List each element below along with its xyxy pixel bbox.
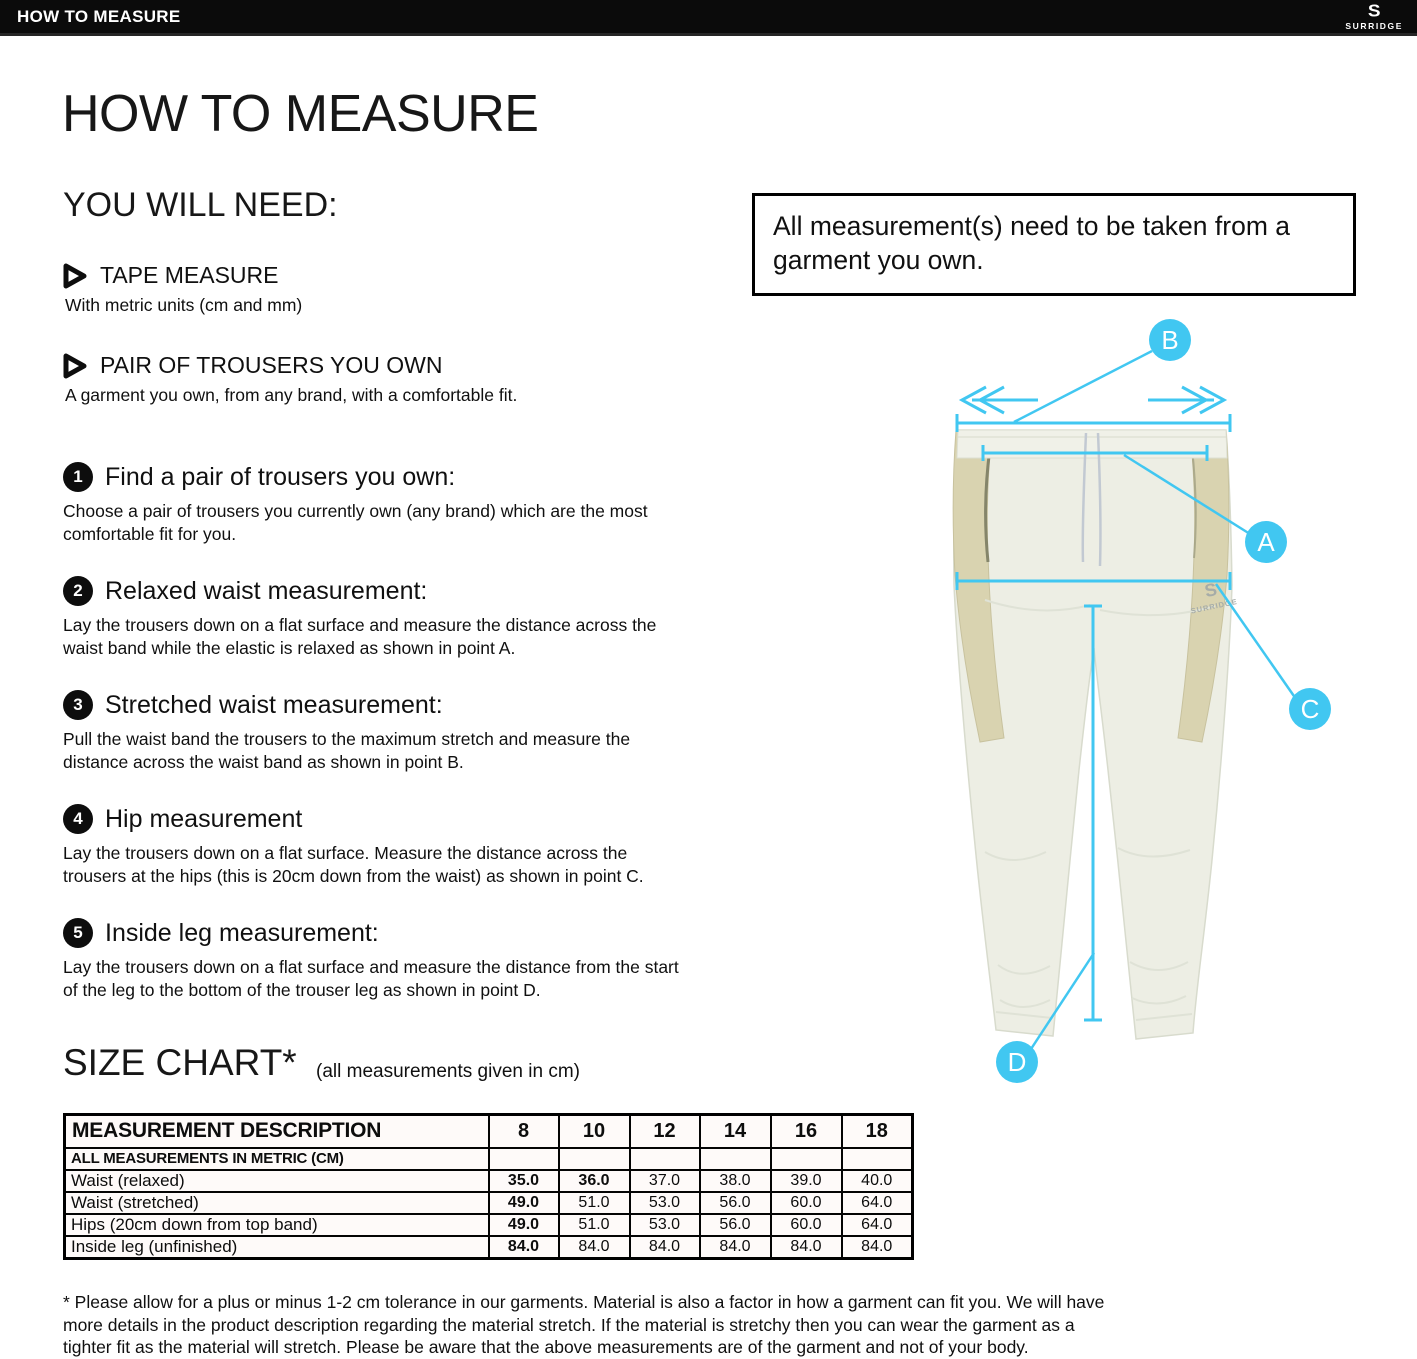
empty-cell [700,1148,771,1170]
row-label: Hips (20cm down from top band) [65,1214,489,1236]
page-title: HOW TO MEASURE [62,85,539,143]
tolerance-footnote: * Please allow for a plus or minus 1-2 cm tolerance in our garments. Material is also a factor in how a garment can fit you. We will have more details in the product description regarding the material stretch. If the material is stretchy then you can wear the garment as a tighter fit as the material will stretch. Please be aware that the above measurements are of the garment and not of your body. [63,1292,1105,1357]
metric-note: ALL MEASUREMENTS IN METRIC (CM) [65,1148,489,1170]
empty-cell [489,1148,559,1170]
cell-value: 84.0 [630,1236,700,1259]
cell-value: 84.0 [489,1236,559,1259]
empty-cell [559,1148,630,1170]
cell-value: 84.0 [771,1236,842,1259]
need-item-subtitle: A garment you own, from any brand, with a comfortable fit. [65,385,518,405]
column-header: 14 [700,1115,771,1148]
point-label-b: B [1161,325,1179,355]
stretch-arrow-left [962,387,1038,413]
surridge-wordmark: SURRIDGE [1345,21,1403,32]
size-chart-units-note: (all measurements given in cm) [316,1061,580,1082]
empty-cell [771,1148,842,1170]
need-item-subtitle: With metric units (cm and mm) [65,295,303,315]
cell-value: 56.0 [700,1214,771,1236]
column-header: 10 [559,1115,630,1148]
trousers-illustration [953,430,1238,1039]
empty-cell [630,1148,700,1170]
step-title: Hip measurement [105,804,303,833]
size-chart-heading: SIZE CHART* [63,1042,297,1083]
cell-value: 53.0 [630,1214,700,1236]
step-number-badge: 5 [63,918,93,948]
trousers-diagram [930,315,1360,1110]
cell-value: 84.0 [842,1236,913,1259]
step-number-badge: 2 [63,576,93,606]
step-title: Inside leg measurement: [105,918,379,947]
cell-value: 37.0 [630,1170,700,1192]
point-label-c: C [1300,694,1320,724]
top-bar [0,0,1417,36]
step-title: Relaxed waist measurement: [105,576,428,605]
leader-line-b [1014,351,1152,422]
need-item-trousers [63,352,517,406]
step-body: Lay the trousers down on a flat surface. Measure the distance across the trousers at the hips (this is 20cm down from the waist) as shown in point C. [63,843,644,886]
top-bar-title: HOW TO MEASURE [17,6,181,26]
step-2 [63,576,723,660]
cell-value: 38.0 [700,1170,771,1192]
cell-value: 84.0 [559,1236,630,1259]
step-3 [63,690,723,774]
empty-cell [842,1148,913,1170]
table-row-waist-stretched [65,1192,913,1214]
surridge-s-icon: S [1367,2,1381,22]
size-chart-table [63,1113,914,1260]
play-triangle-icon [63,263,87,289]
cell-value: 39.0 [771,1170,842,1192]
trousers-measurement-figure [930,315,1360,1110]
need-item-tape-measure [63,262,302,316]
garment-wordmark: SURRIDGE [1189,596,1239,616]
callout-box: All measurement(s) need to be taken from a garment you own. [752,193,1356,296]
need-item-title: PAIR OF TROUSERS YOU OWN [100,352,443,378]
step-4 [63,804,723,888]
step-number-badge: 3 [63,690,93,720]
row-label: Waist (stretched) [65,1192,489,1214]
cell-value: 64.0 [842,1192,913,1214]
stretch-arrow-right [1148,387,1224,413]
need-item-title: TAPE MEASURE [100,262,279,288]
play-triangle-icon [63,353,87,379]
step-body: Lay the trousers down on a flat surface and measure the distance across the waist band while the elastic is relaxed as shown in point A. [63,615,657,658]
cell-value: 53.0 [630,1192,700,1214]
cell-value: 60.0 [771,1192,842,1214]
step-title: Stretched waist measurement: [105,690,443,719]
step-body: Choose a pair of trousers you currently own (any brand) which are the most comfortable fit for you. [63,501,648,544]
garment-s-icon: S [1202,579,1219,602]
row-label: Inside leg (unfinished) [65,1236,489,1259]
table-row-waist-relaxed [65,1170,913,1192]
cell-value: 35.0 [489,1170,559,1192]
step-number-badge: 4 [63,804,93,834]
step-number-badge: 1 [63,462,93,492]
cell-value: 49.0 [489,1192,559,1214]
you-will-need-heading: YOU WILL NEED: [63,186,338,224]
column-header: 16 [771,1115,842,1148]
point-label-d: D [1007,1047,1027,1077]
cell-value: 56.0 [700,1192,771,1214]
row-label: Waist (relaxed) [65,1170,489,1192]
cell-value: 49.0 [489,1214,559,1236]
cell-value: 64.0 [842,1214,913,1236]
point-label-a: A [1257,527,1275,557]
table-row-inside-leg [65,1236,913,1259]
cell-value: 51.0 [559,1192,630,1214]
column-header: 12 [630,1115,700,1148]
step-5 [63,918,723,1002]
table-header-row [65,1115,913,1148]
cell-value: 60.0 [771,1214,842,1236]
cell-value: 84.0 [700,1236,771,1259]
metric-note-row [65,1148,913,1170]
column-header: MEASUREMENT DESCRIPTION [65,1115,489,1148]
cell-value: 36.0 [559,1170,630,1192]
surridge-logo [1345,2,1403,31]
step-body: Pull the waist band the trousers to the maximum stretch and measure the distance across the waist band as shown in point B. [63,729,631,772]
step-body: Lay the trousers down on a flat surface and measure the distance from the start of the leg to the bottom of the trouser leg as shown in point D. [63,957,679,1000]
cell-value: 51.0 [559,1214,630,1236]
table-row-hips [65,1214,913,1236]
column-header: 8 [489,1115,559,1148]
step-title: Find a pair of trousers you own: [105,462,456,491]
column-header: 18 [842,1115,913,1148]
step-1 [63,462,723,546]
cell-value: 40.0 [842,1170,913,1192]
